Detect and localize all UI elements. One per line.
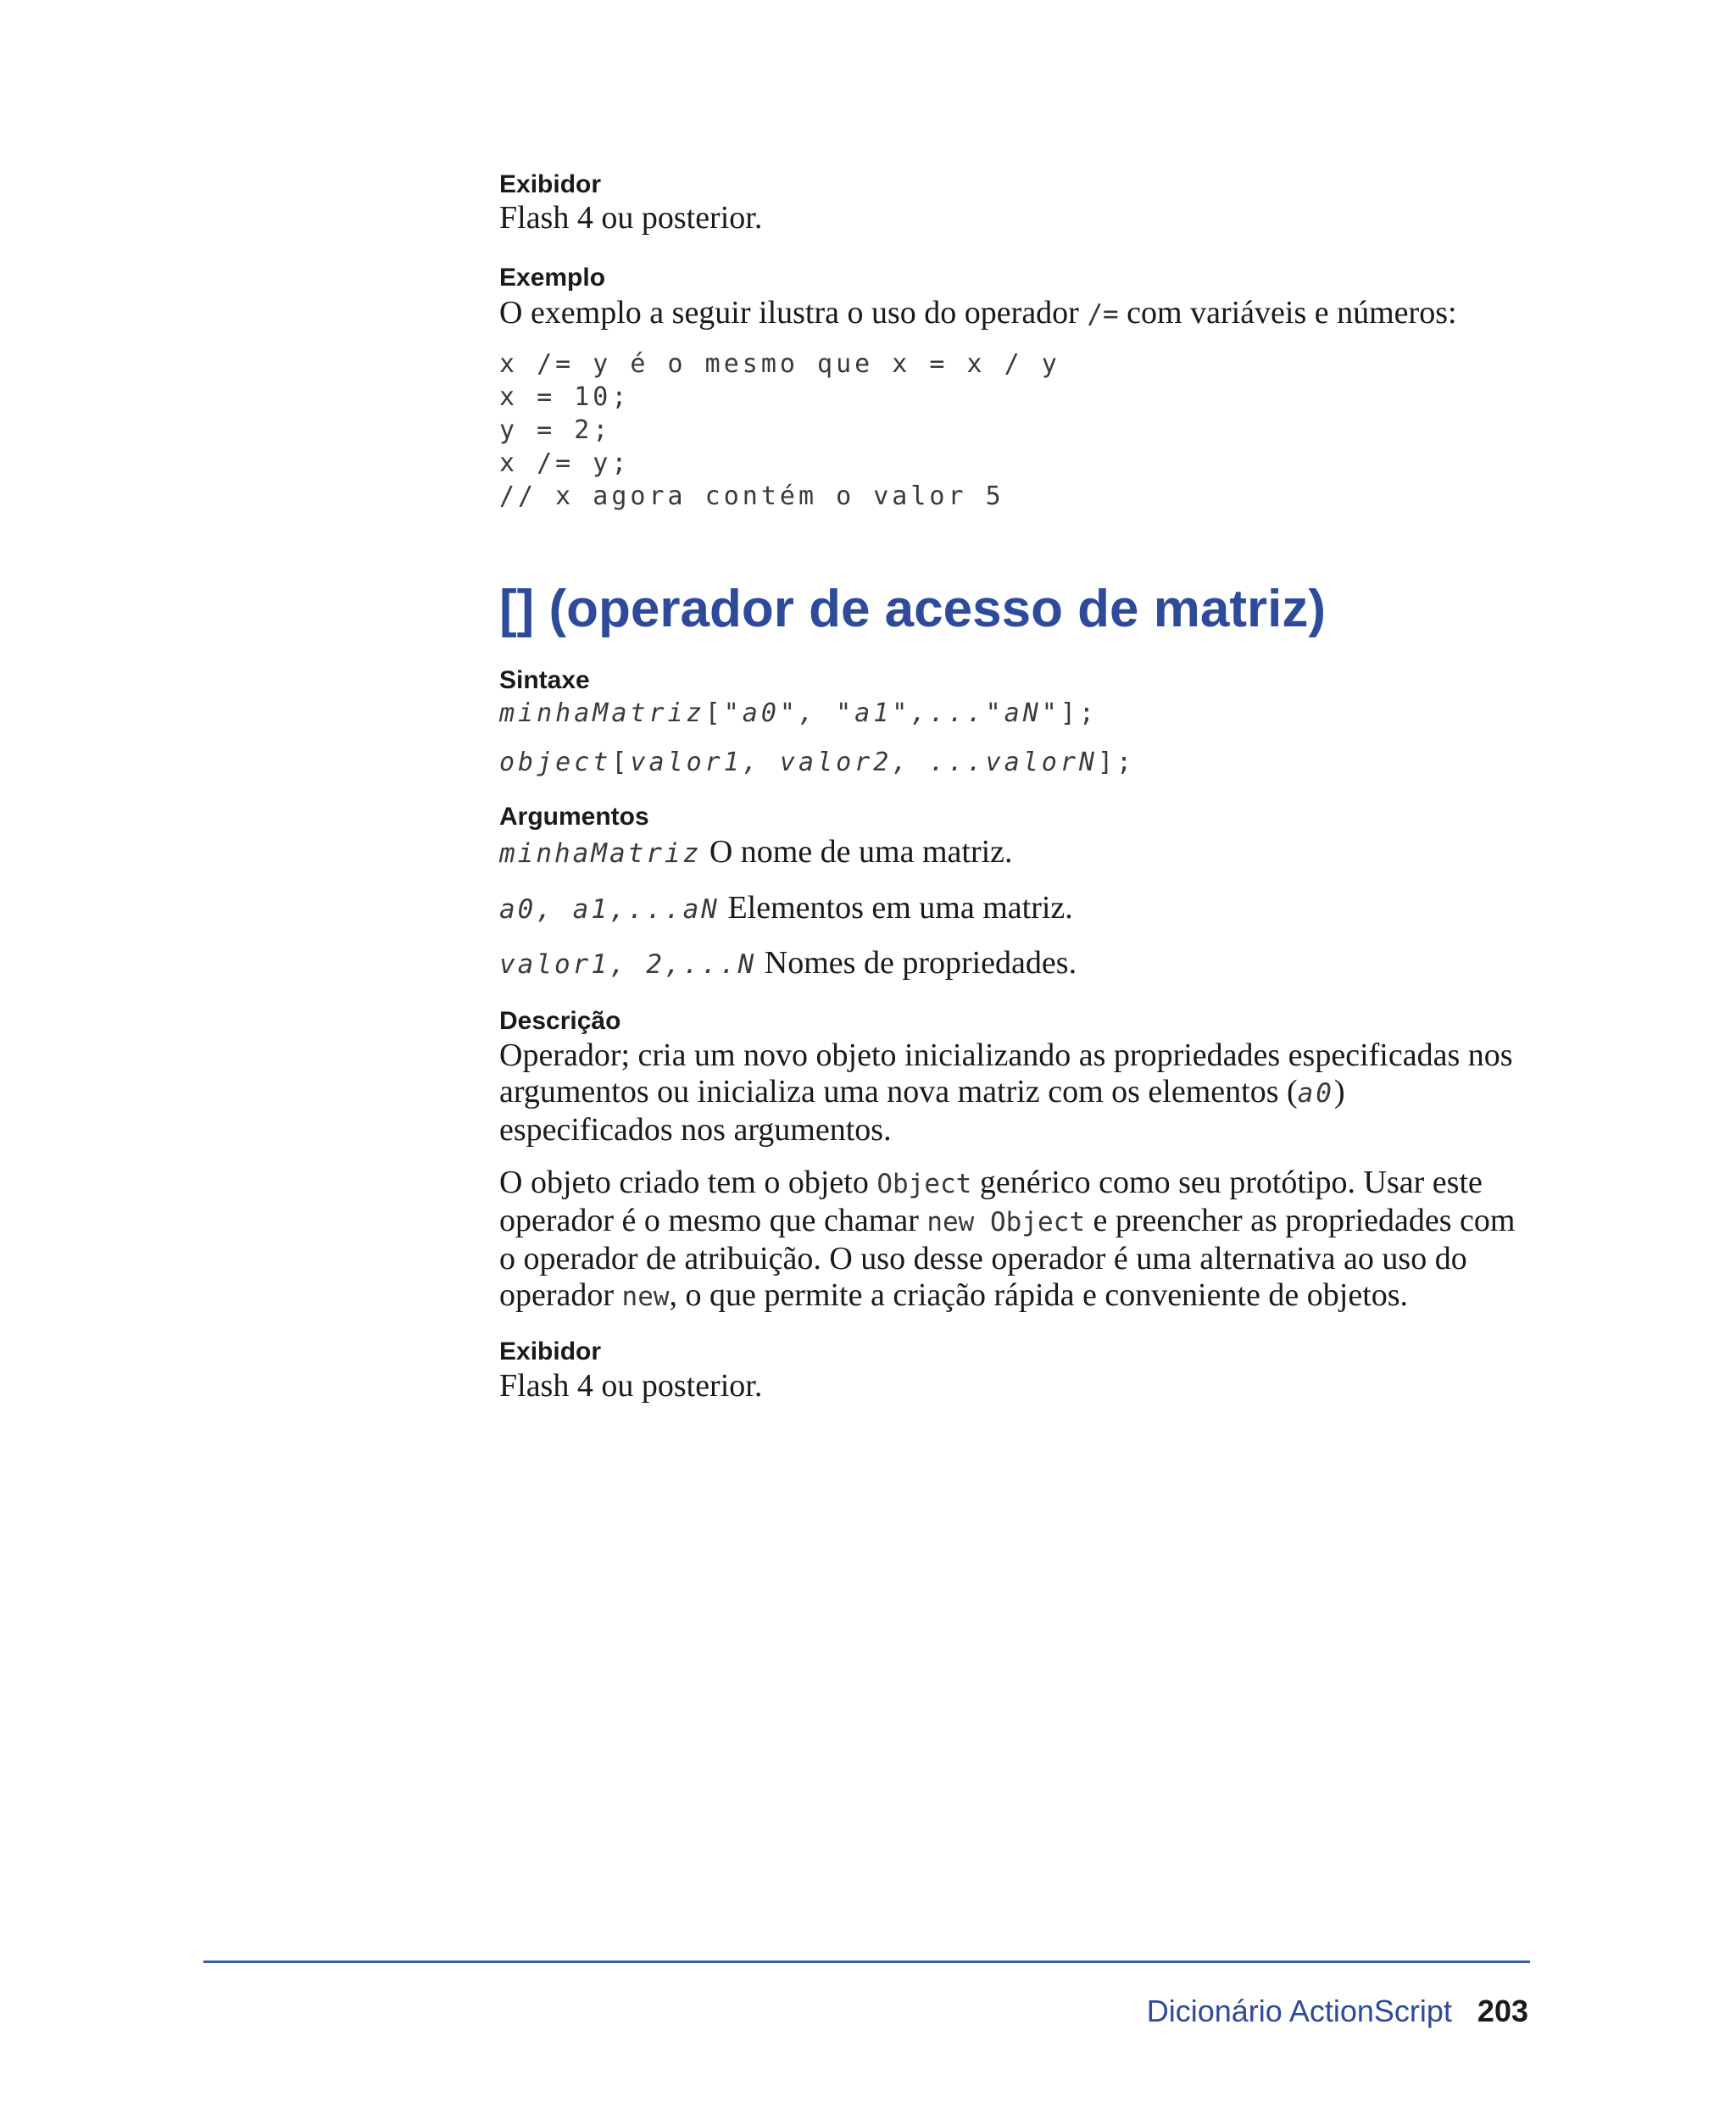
- descricao-paragraph-2: O objeto criado tem o objeto Object genérico como seu protótipo. Usar este operador é o mesmo que chamar new Object e preencher as propriedades com o operador de atribuição. O uso desse operador é uma alternativa ao uso do operador new, o que permite a criação rápida e conveniente de objetos.: [499, 1165, 1516, 1313]
- argument-item: minhaMatriz O nome de uma matriz.: [499, 834, 1013, 870]
- exibidor-label-2: Exibidor: [499, 1338, 602, 1365]
- argument-item: a0, a1,...aN Elementos em uma matriz.: [499, 890, 1073, 926]
- argument-item: valor1, 2,...N Nomes de propriedades.: [499, 945, 1077, 981]
- exibidor-text: Flash 4 ou posterior.: [499, 200, 763, 236]
- exemplo-intro: O exemplo a seguir ilustra o uso do operador /= com variáveis e números:: [499, 295, 1457, 331]
- section-heading: [] (operador de acesso de matriz): [499, 580, 1327, 638]
- sintaxe-line-1: minhaMatriz["a0", "a1",..."aN"];: [499, 698, 1098, 728]
- argumentos-label: Argumentos: [499, 803, 649, 831]
- page-footer: [1147, 1994, 1528, 2029]
- sintaxe-line-2: object[valor1, valor2, ...valorN];: [499, 748, 1136, 777]
- code-line: y = 2;: [499, 415, 612, 445]
- code-block: [499, 348, 1060, 513]
- footer-rule: [203, 1960, 1530, 1963]
- code-line: x /= y;: [499, 448, 631, 478]
- footer-title: Dicionário ActionScript: [1146, 1994, 1452, 2028]
- descricao-paragraph-1: Operador; cria um novo objeto inicializando as propriedades especificadas nos argumentos ou inicializa uma nova matriz com os elementos (a0) especificados nos argumentos.: [499, 1037, 1513, 1148]
- exibidor-text-2: Flash 4 ou posterior.: [499, 1368, 763, 1404]
- page-number: 203: [1477, 1994, 1528, 2028]
- exemplo-label: Exemplo: [499, 264, 606, 292]
- code-line: x = 10;: [499, 382, 631, 412]
- code-line: x /= y é o mesmo que x = x / y: [499, 349, 1060, 379]
- code-line: // x agora contém o valor 5: [499, 481, 1004, 511]
- exibidor-label: Exibidor: [499, 170, 602, 198]
- descricao-label: Descrição: [499, 1007, 621, 1035]
- sintaxe-label: Sintaxe: [499, 666, 590, 694]
